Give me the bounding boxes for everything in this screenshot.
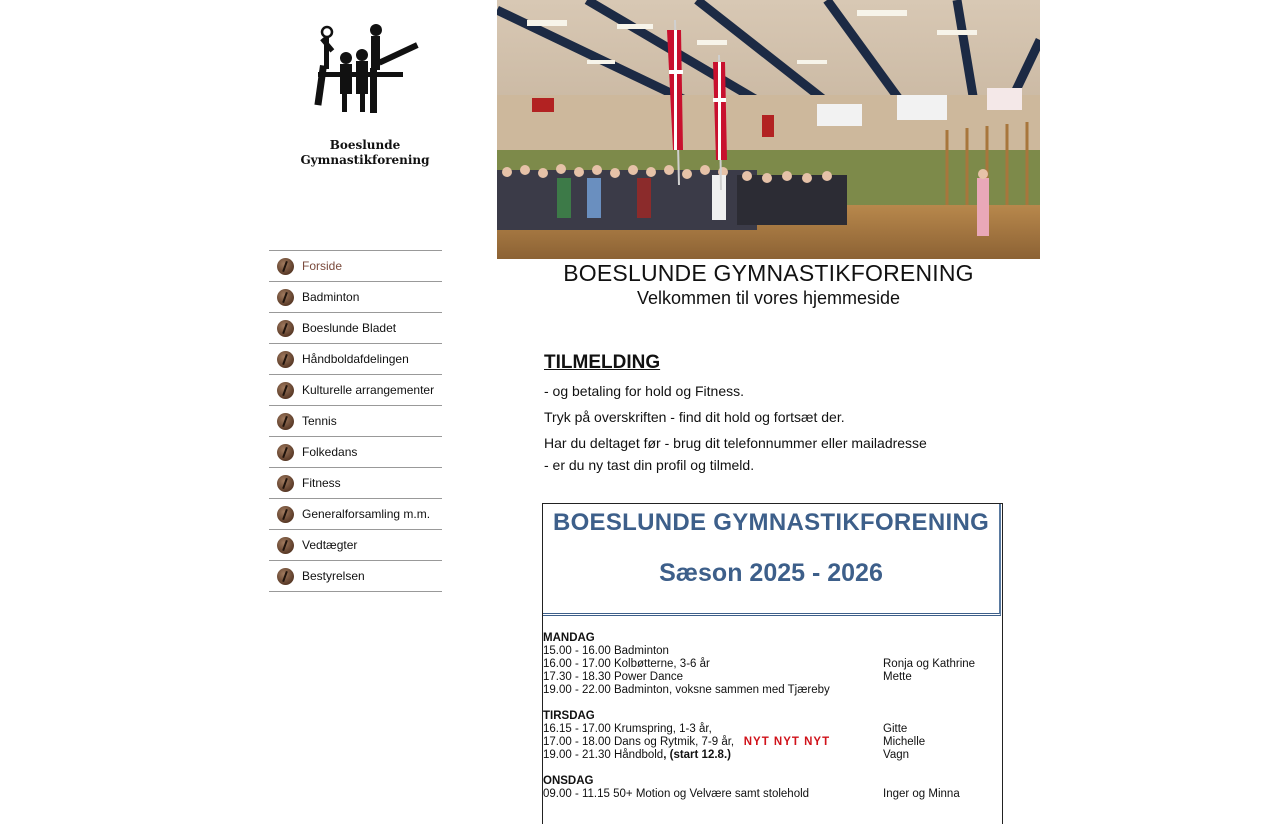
content-line: - er du ny tast din profil og tilmeld. bbox=[544, 457, 755, 473]
schedule-row bbox=[543, 645, 1001, 658]
nav-bullet-icon bbox=[277, 475, 294, 492]
nav-item-label: Folkedans bbox=[302, 445, 358, 459]
nav-item-label: Generalforsamling m.m. bbox=[302, 507, 431, 521]
nav-item-haandbold[interactable] bbox=[269, 344, 442, 375]
logo-text-line2: Gymnastikforening bbox=[300, 153, 430, 167]
gym-hall-image bbox=[497, 0, 1040, 259]
nav-bullet-icon bbox=[277, 289, 294, 306]
nav-item-vedtaegter[interactable] bbox=[269, 530, 442, 561]
nav-item-generalforsamling[interactable] bbox=[269, 499, 442, 530]
leader: Ronja og Kathrine bbox=[883, 658, 976, 670]
nav-bullet-icon bbox=[277, 444, 294, 461]
schedule-row bbox=[543, 723, 1001, 736]
schedule-row bbox=[543, 658, 1001, 671]
nav-bullet-icon bbox=[277, 537, 294, 554]
schedule-row bbox=[543, 671, 1001, 684]
schedule-row bbox=[543, 684, 1001, 697]
nav-bullet-icon bbox=[277, 506, 294, 523]
schedule-row bbox=[543, 788, 1001, 801]
hero-photo bbox=[497, 0, 1040, 259]
nav-bullet-icon bbox=[277, 382, 294, 399]
gymnasts-logo-icon bbox=[300, 20, 430, 140]
club-logo[interactable] bbox=[300, 20, 430, 170]
schedule-title: BOESLUNDE GYMNASTIKFORENING bbox=[552, 509, 990, 536]
leader: Vagn bbox=[883, 749, 910, 761]
activity-note: , (start 12.8.) bbox=[663, 749, 731, 761]
activity: 09.00 - 11.15 50+ Motion og Velvære samt stolehold bbox=[543, 788, 810, 800]
nav-bullet-icon bbox=[277, 320, 294, 337]
schedule-header bbox=[543, 504, 1001, 616]
tilmelding-heading-link[interactable]: TILMELDING bbox=[544, 352, 661, 373]
new-badge: NYT NYT NYT bbox=[743, 736, 831, 748]
nav-item-label: Bestyrelsen bbox=[302, 569, 365, 583]
nav-bullet-icon bbox=[277, 413, 294, 430]
schedule-body bbox=[543, 632, 1001, 801]
nav-item-label: Fitness bbox=[302, 476, 341, 490]
nav-item-label: Kulturelle arrangementer bbox=[302, 383, 435, 397]
nav-bullet-icon bbox=[277, 568, 294, 585]
content-line: Tryk på overskriften - find dit hold og fortsæt der. bbox=[544, 409, 845, 425]
schedule-row bbox=[543, 749, 1001, 762]
day-heading: TIRSDAG bbox=[543, 710, 595, 722]
nav-item-label: Håndboldafdelingen bbox=[302, 352, 409, 366]
activity: 17.30 - 18.30 Power Dance bbox=[543, 671, 684, 683]
main-navigation bbox=[269, 250, 442, 592]
day-heading: MANDAG bbox=[543, 632, 595, 644]
nav-item-badminton[interactable] bbox=[269, 282, 442, 313]
nav-item-boeslunde-bladet[interactable] bbox=[269, 313, 442, 344]
leader: Michelle bbox=[883, 736, 926, 748]
nav-item-fitness[interactable] bbox=[269, 468, 442, 499]
activity: 19.00 - 22.00 Badminton, voksne sammen med Tjæreby bbox=[543, 684, 830, 696]
nav-bullet-icon bbox=[277, 258, 294, 275]
activity bbox=[543, 749, 883, 762]
leader: Gitte bbox=[883, 723, 908, 735]
activity: 16.00 - 17.00 Kolbøtterne, 3-6 år bbox=[543, 658, 710, 670]
nav-bullet-icon bbox=[277, 351, 294, 368]
nav-item-tennis[interactable] bbox=[269, 406, 442, 437]
nav-item-label: Forside bbox=[302, 259, 343, 273]
site-subtitle: Velkommen til vores hjemmeside bbox=[636, 288, 901, 308]
leader: Mette bbox=[883, 671, 912, 683]
content-line: Har du deltaget før - brug dit telefonnummer eller mailadresse bbox=[544, 435, 927, 451]
main-content bbox=[544, 352, 1024, 476]
nav-item-label: Vedtægter bbox=[302, 538, 358, 552]
nav-item-label: Tennis bbox=[302, 414, 337, 428]
leader: Inger og Minna bbox=[883, 788, 960, 800]
schedule-season: Sæson 2025 - 2026 bbox=[659, 559, 883, 587]
activity-text: 17.00 - 18.00 Dans og Rytmik, 7-9 år, bbox=[543, 736, 735, 748]
nav-item-kulturelle[interactable] bbox=[269, 375, 442, 406]
activity: 15.00 - 16.00 Badminton bbox=[543, 645, 669, 657]
leader bbox=[883, 645, 1001, 658]
nav-item-bestyrelsen[interactable] bbox=[269, 561, 442, 592]
logo-text-line1: Boeslunde bbox=[329, 138, 401, 152]
season-schedule bbox=[542, 503, 1003, 824]
nav-item-label: Badminton bbox=[302, 290, 360, 304]
nav-item-folkedans[interactable] bbox=[269, 437, 442, 468]
activity bbox=[543, 736, 883, 749]
day-heading: ONSDAG bbox=[543, 775, 594, 787]
leader bbox=[883, 684, 1001, 697]
activity: 16.15 - 17.00 Krumspring, 1-3 år, bbox=[543, 723, 712, 735]
nav-item-forside[interactable] bbox=[269, 251, 442, 282]
nav-item-label: Boeslunde Bladet bbox=[302, 321, 397, 335]
content-line: - og betaling for hold og Fitness. bbox=[544, 383, 745, 399]
activity-text: 19.00 - 21.30 Håndbold bbox=[543, 749, 664, 761]
schedule-row bbox=[543, 736, 1001, 749]
site-title: BOESLUNDE GYMNASTIKFORENING bbox=[563, 260, 974, 286]
